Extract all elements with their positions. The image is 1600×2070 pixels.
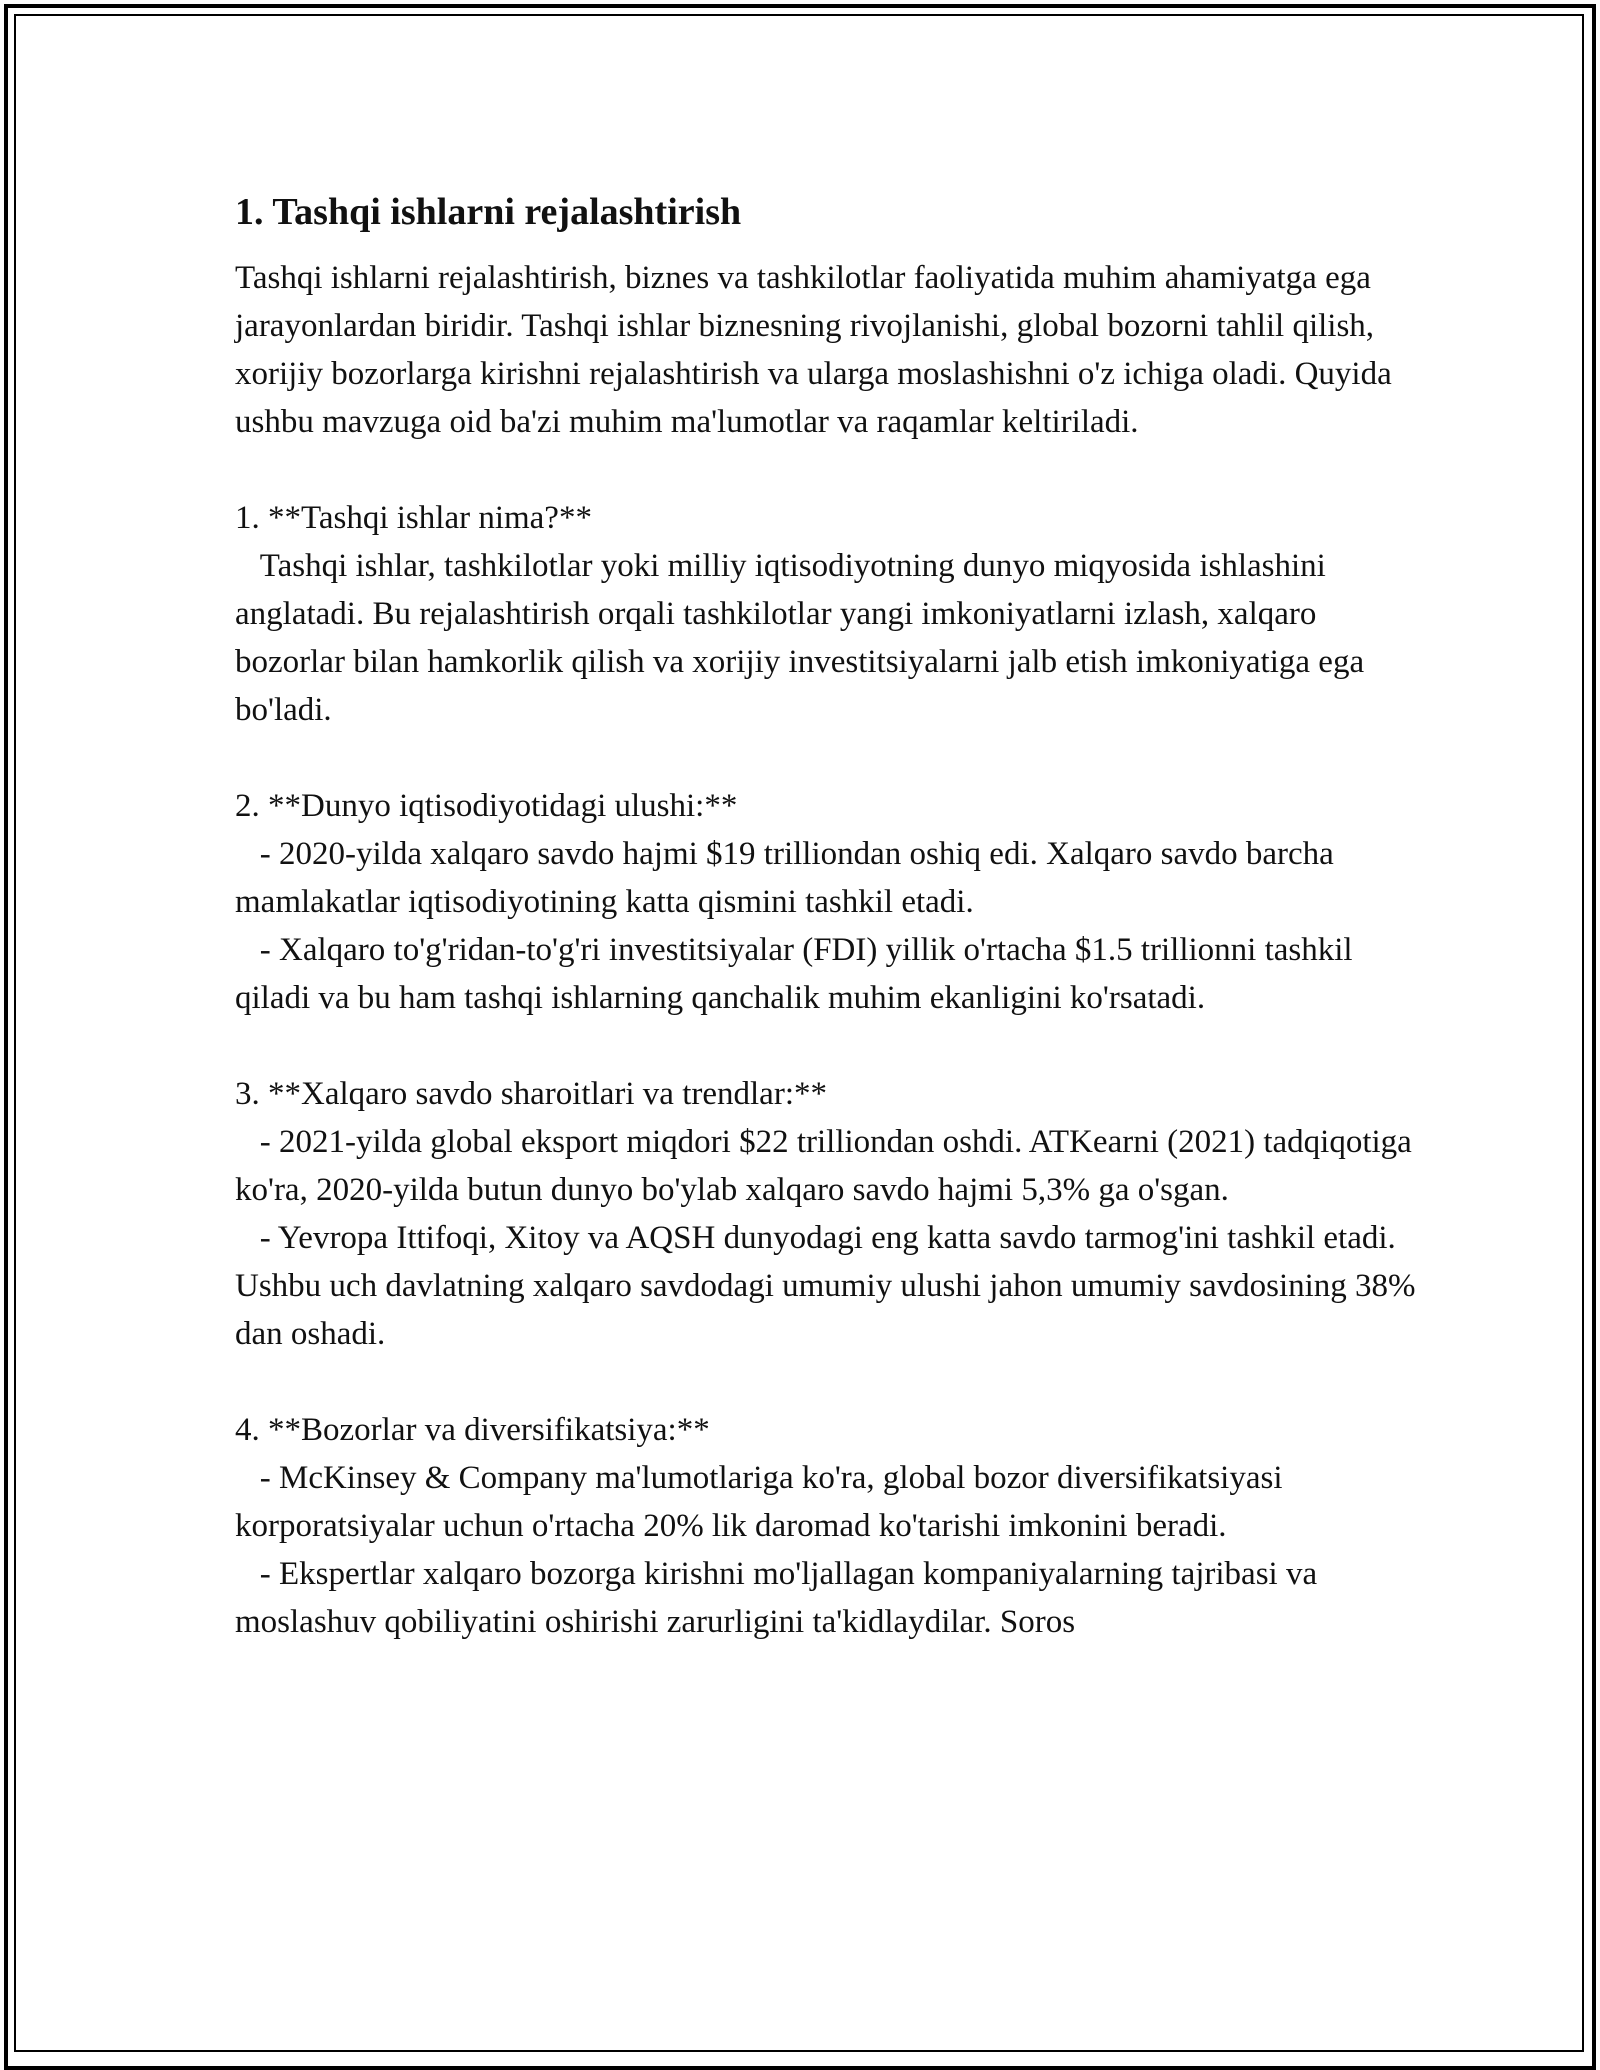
section-heading: 4. **Bozorlar va diversifikatsiya:** bbox=[235, 1412, 710, 1448]
section-4 bbox=[235, 1406, 1425, 1646]
section-gap bbox=[235, 1358, 1425, 1406]
bullet-item: - McKinsey & Company ma'lumotlariga ko'ra, global bozor diversifikatsiyasi korporatsiyalar uchun o'rtacha 20% lik daromad ko'tarishi imkonini beradi. bbox=[235, 1460, 1291, 1544]
section-heading: 2. **Dunyo iqtisodiyotidagi ulushi:** bbox=[235, 788, 738, 824]
section-gap bbox=[235, 1022, 1425, 1070]
section-1 bbox=[235, 494, 1425, 734]
section-gap bbox=[235, 446, 1425, 494]
section-2 bbox=[235, 782, 1425, 1022]
bullet-item: - 2021-yilda global eksport miqdori $22 trilliondan oshdi. ATKearni (2021) tadqiqotiga ko'ra, 2020-yilda butun dunyo bo'ylab xalqaro savdo hajmi 5,3% ga o'sgan. bbox=[235, 1124, 1421, 1208]
bullet-item: - Ekspertlar xalqaro bozorga kirishni mo'ljallagan kompaniyalarning tajribasi va moslashuv qobiliyatini oshirishi zarurligini ta'kidlaydilar. Soros bbox=[235, 1556, 1326, 1640]
section-3 bbox=[235, 1070, 1425, 1358]
section-heading: 1. **Tashqi ishlar nima?** bbox=[235, 500, 592, 536]
intro-paragraph: Tashqi ishlarni rejalashtirish, biznes va tashkilotlar faoliyatida muhim ahamiyatga ega jarayonlardan biridir. Tashqi ishlar biznesning rivojlanishi, global bozorni tahlil qilish, xorijiy bozorlarga kirishni rejalashtirish va ularga moslashishni o'z ichiga oladi. Quyida ushbu mavzuga oid ba'zi muhim ma'lumotlar va raqamlar keltiriladi. bbox=[235, 260, 1400, 440]
document-title: 1. Tashqi ishlarni rejalashtirish bbox=[235, 191, 742, 233]
bullet-item: - Xalqaro to'g'ridan-to'g'ri investitsiyalar (FDI) yillik o'rtacha $1.5 trillionni tashkil qiladi va bu ham tashqi ishlarning qanchalik muhim ekanligini ko'rsatadi. bbox=[235, 932, 1361, 1016]
bullet-item: - 2020-yilda xalqaro savdo hajmi $19 trilliondan oshiq edi. Xalqaro savdo barcha mamlakatlar iqtisodiyotining katta qismini tashkil etadi. bbox=[235, 836, 1343, 920]
section-paragraph: Tashqi ishlar, tashkilotlar yoki milliy iqtisodiyotning dunyo miqyosida ishlashini anglatadi. Bu rejalashtirish orqali tashkilotlar yangi imkoniyatlarni izlash, xalqaro bozorlar bilan hamkorlik qilish va xorijiy investitsiyalarni jalb etish imkoniyatiga ega bo'ladi. bbox=[235, 548, 1373, 728]
section-heading: 3. **Xalqaro savdo sharoitlari va trendlar:** bbox=[235, 1076, 827, 1112]
document-body bbox=[235, 186, 1425, 1646]
section-gap bbox=[235, 734, 1425, 782]
bullet-item: - Yevropa Ittifoqi, Xitoy va AQSH dunyodagi eng katta savdo tarmog'ini tashkil etadi. Ushbu uch davlatning xalqaro savdodagi umumiy ulushi jahon umumiy savdosining 38% dan oshadi. bbox=[235, 1220, 1424, 1352]
